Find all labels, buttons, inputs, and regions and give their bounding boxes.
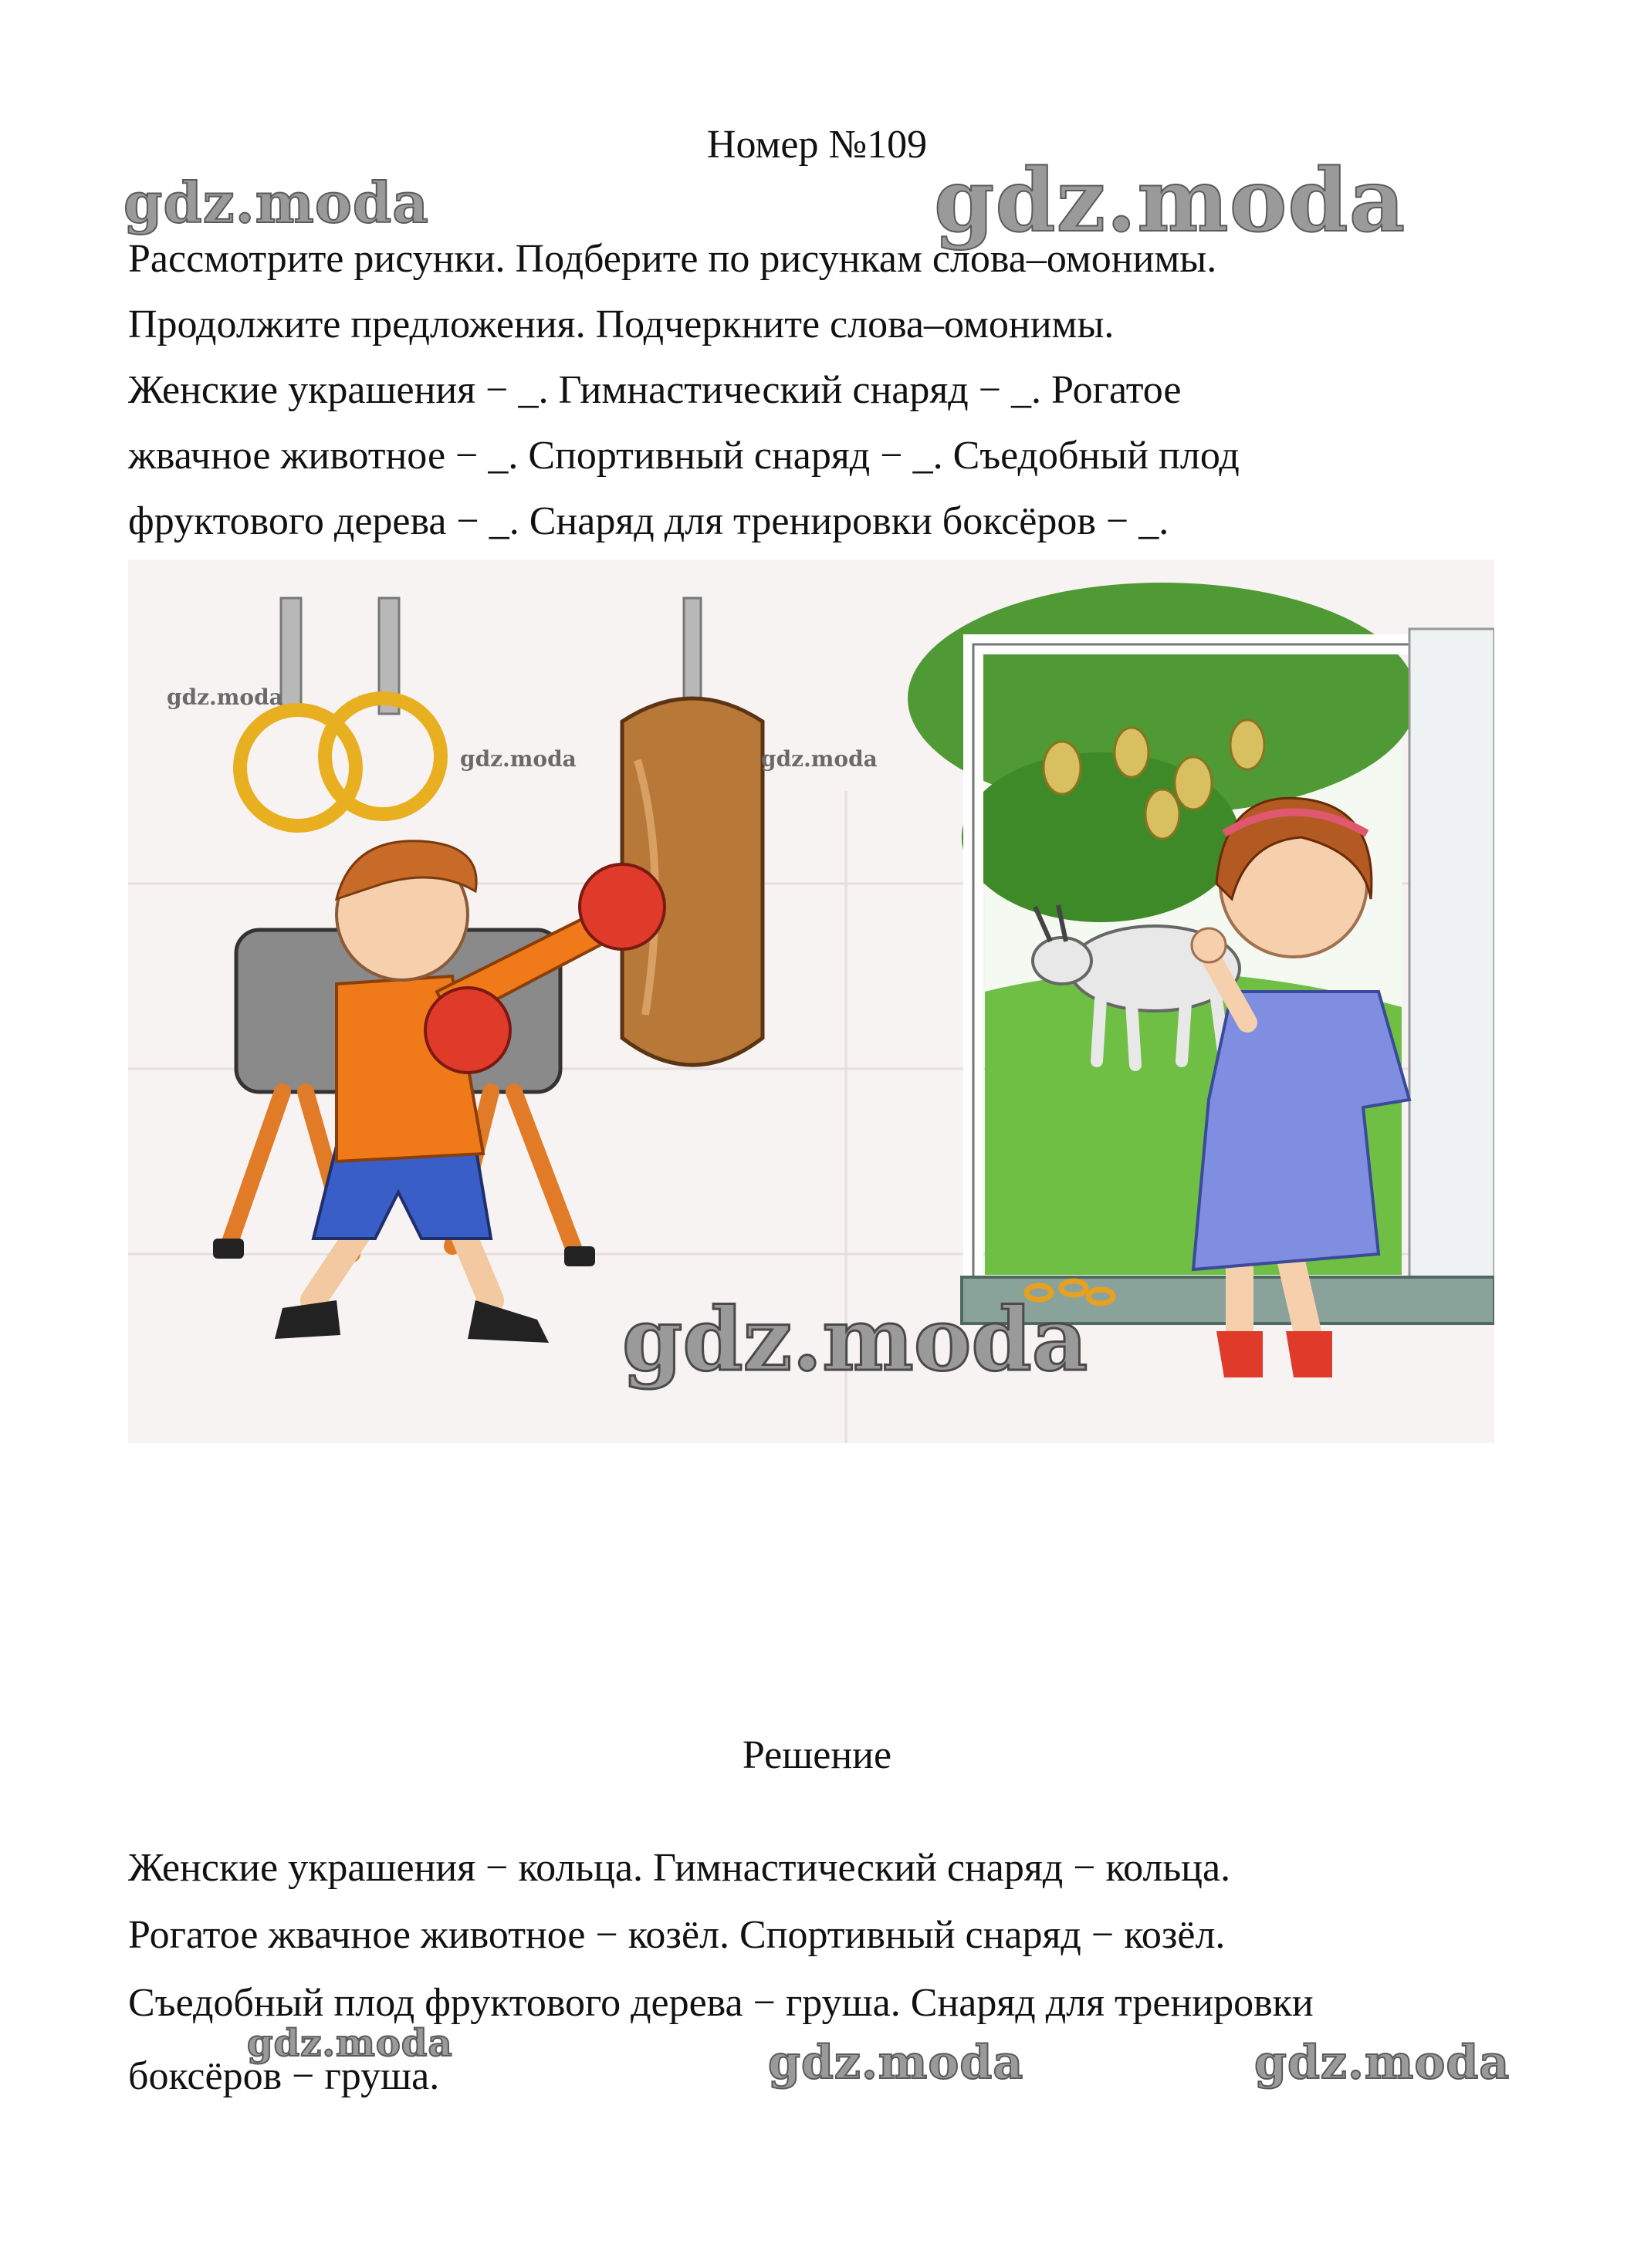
watermark: gdz.moda xyxy=(247,2022,453,2065)
watermark: gdz.moda xyxy=(460,746,577,772)
watermark: gdz.moda xyxy=(1254,2036,1511,2090)
page-title: Номер №109 xyxy=(706,123,928,167)
watermark: gdz.moda xyxy=(622,1289,1088,1391)
watermark: gdz.moda xyxy=(123,170,429,235)
task-line: жвачное животное − _. Спортивный снаряд − _. Съедобный плод xyxy=(128,434,1240,478)
watermark: gdz.moda xyxy=(761,746,878,772)
watermark: gdz.moda xyxy=(167,684,283,710)
watermark: gdz.moda xyxy=(768,2036,1024,2090)
solution-title: Решение xyxy=(742,1733,892,1777)
solution-line: Женские украшения − кольца. Гимнастический снаряд − кольца. xyxy=(128,1846,1231,1890)
task-line: фруктового дерева − _. Снаряд для тренировки боксёров − _. xyxy=(128,499,1169,543)
watermark: gdz.moda xyxy=(934,150,1406,252)
task-line: Рассмотрите рисунки. Подберите по рисункам слова–омонимы. xyxy=(128,237,1217,281)
solution-line: боксёров − груша. xyxy=(128,2054,440,2098)
task-line: Женские украшения − _. Гимнастический снаряд − _. Рогатое xyxy=(128,368,1182,412)
task-line: Продолжите предложения. Подчеркните слова–омонимы. xyxy=(128,303,1115,346)
solution-line: Съедобный плод фруктового дерева − груша. Снаряд для тренировки xyxy=(128,1981,1314,2025)
illustration xyxy=(128,559,1494,1443)
solution-line: Рогатое жвачное животное − козёл. Спортивный снаряд − козёл. xyxy=(128,1913,1226,1957)
